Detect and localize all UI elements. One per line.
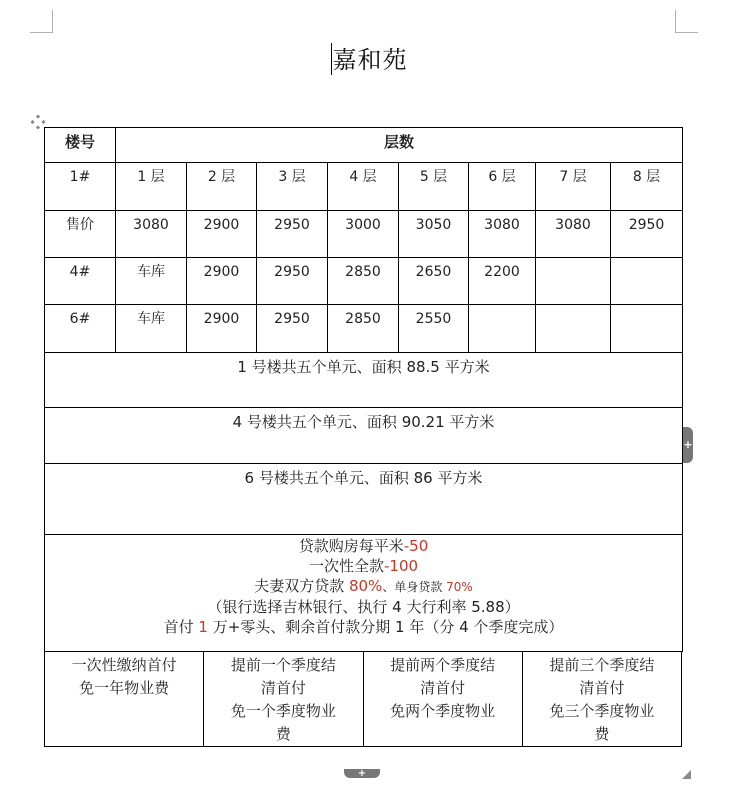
price-cell[interactable]: 2950 [257,305,328,353]
three-quarters-early-cell[interactable] [522,652,681,747]
single-loan-text: 、单身贷款 [382,580,447,594]
down-payment-line [47,617,680,637]
full-upfront-cell[interactable] [45,652,204,747]
plus-icon: + [683,438,693,451]
loan-discount-value: -50 [403,537,429,555]
cell-line: 提前三个季度结 [549,656,655,674]
down-payment-amount: 1 [198,618,208,636]
price-table [44,127,683,652]
cell-line: 清首付 [579,679,625,697]
price-cell[interactable]: 2900 [187,258,257,305]
cell-line: 提前两个季度结 [390,656,496,674]
row-label[interactable]: 4# [45,258,116,305]
price-cell[interactable]: 2650 [399,258,469,305]
promotion-row [45,535,683,652]
cell-line: 免三个季度物业 [549,702,655,720]
building-1-note[interactable]: 1 号楼共五个单元、面积 88.5 平方米 [45,353,683,408]
price-cell[interactable] [536,258,611,305]
cell-floor[interactable]: 5 层 [399,163,469,211]
cell-floor[interactable]: 3 层 [257,163,328,211]
cell-floor[interactable]: 4 层 [328,163,399,211]
price-cell[interactable]: 2950 [611,211,683,258]
table-row [45,305,683,353]
floors-row [45,163,683,211]
table-row [45,258,683,305]
building-4-note[interactable]: 4 号楼共五个单元、面积 90.21 平方米 [45,408,683,464]
page-corner-mark-top-left [30,10,53,33]
two-quarters-early-cell[interactable] [363,652,522,747]
row-label[interactable]: 6# [45,305,116,353]
add-row-button[interactable] [344,769,380,778]
cell-floor[interactable]: 8 层 [611,163,683,211]
price-cell[interactable]: 2850 [328,258,399,305]
cell-floor[interactable]: 1 层 [116,163,187,211]
table-row [45,652,682,747]
note-row [45,464,683,535]
price-cell[interactable]: 车库 [116,258,187,305]
one-quarter-early-cell[interactable] [204,652,363,747]
document-title[interactable] [0,40,738,75]
table-resize-handle-icon[interactable] [682,770,691,779]
table-row [45,211,683,258]
header-building-number[interactable]: 楼号 [45,128,116,163]
cell-line: 免两个季度物业 [390,702,496,720]
price-cell[interactable]: 3080 [536,211,611,258]
price-cell[interactable] [611,258,683,305]
price-cell[interactable]: 2950 [257,211,328,258]
cell-line: 提前一个季度结 [230,656,336,674]
price-cell[interactable]: 2200 [469,258,536,305]
add-column-button[interactable] [683,427,693,463]
price-cell[interactable]: 2900 [187,305,257,353]
single-loan-pct: 70% [446,580,473,594]
promotion-cell[interactable] [45,535,683,652]
property-fee-table [44,651,682,747]
text-cursor [331,43,332,75]
loan-discount-line [47,536,680,556]
loan-ratio-line [47,576,680,597]
price-cell[interactable] [469,305,536,353]
couple-loan-pct: 80% [348,577,383,595]
down-payment-suffix: 万+零头、剩余首付款分期 1 年（分 4 个季度完成） [207,618,564,636]
note-row [45,408,683,464]
price-cell[interactable]: 2550 [399,305,469,353]
price-cell[interactable]: 3000 [328,211,399,258]
bank-line: （银行选择吉林银行、执行 4 大行利率 5.88） [207,598,520,616]
header-row [45,128,683,163]
price-cell[interactable]: 2900 [187,211,257,258]
header-floors[interactable]: 层数 [116,128,683,163]
cell-floor[interactable]: 6 层 [469,163,536,211]
cell-line: 清首付 [420,679,466,697]
price-cell[interactable]: 2950 [257,258,328,305]
cell-line: 免一年物业费 [79,679,170,697]
building-6-note[interactable]: 6 号楼共五个单元、面积 86 平方米 [45,464,683,535]
plus-icon: + [357,768,367,779]
price-cell[interactable]: 3080 [469,211,536,258]
price-cell[interactable] [611,305,683,353]
cell-line: 一次性缴纳首付 [71,656,177,674]
price-cell[interactable]: 车库 [116,305,187,353]
cell-floor[interactable]: 7 层 [536,163,611,211]
page-corner-mark-top-right [675,10,698,33]
row-label[interactable]: 售价 [45,211,116,258]
price-cell[interactable]: 2850 [328,305,399,353]
cell-line: 清首付 [260,679,306,697]
couple-loan-text: 夫妻双方贷款 [254,577,349,595]
note-row [45,353,683,408]
title-text: 嘉和苑 [332,46,408,74]
down-payment-prefix: 首付 [163,618,199,636]
price-cell[interactable]: 3080 [116,211,187,258]
price-cell[interactable]: 3050 [399,211,469,258]
price-cell[interactable] [536,305,611,353]
loan-text: 贷款购房每平米 [298,537,404,555]
full-payment-text: 一次性全款 [308,557,384,575]
full-payment-discount-value: -100 [383,557,419,575]
table-move-handle-icon[interactable] [31,115,45,129]
full-payment-line [47,556,680,576]
cell-building-1[interactable]: 1# [45,163,116,211]
cell-line: 费 [594,725,610,743]
cell-floor[interactable]: 2 层 [187,163,257,211]
cell-line: 费 [275,725,291,743]
cell-line: 免一个季度物业 [230,702,336,720]
